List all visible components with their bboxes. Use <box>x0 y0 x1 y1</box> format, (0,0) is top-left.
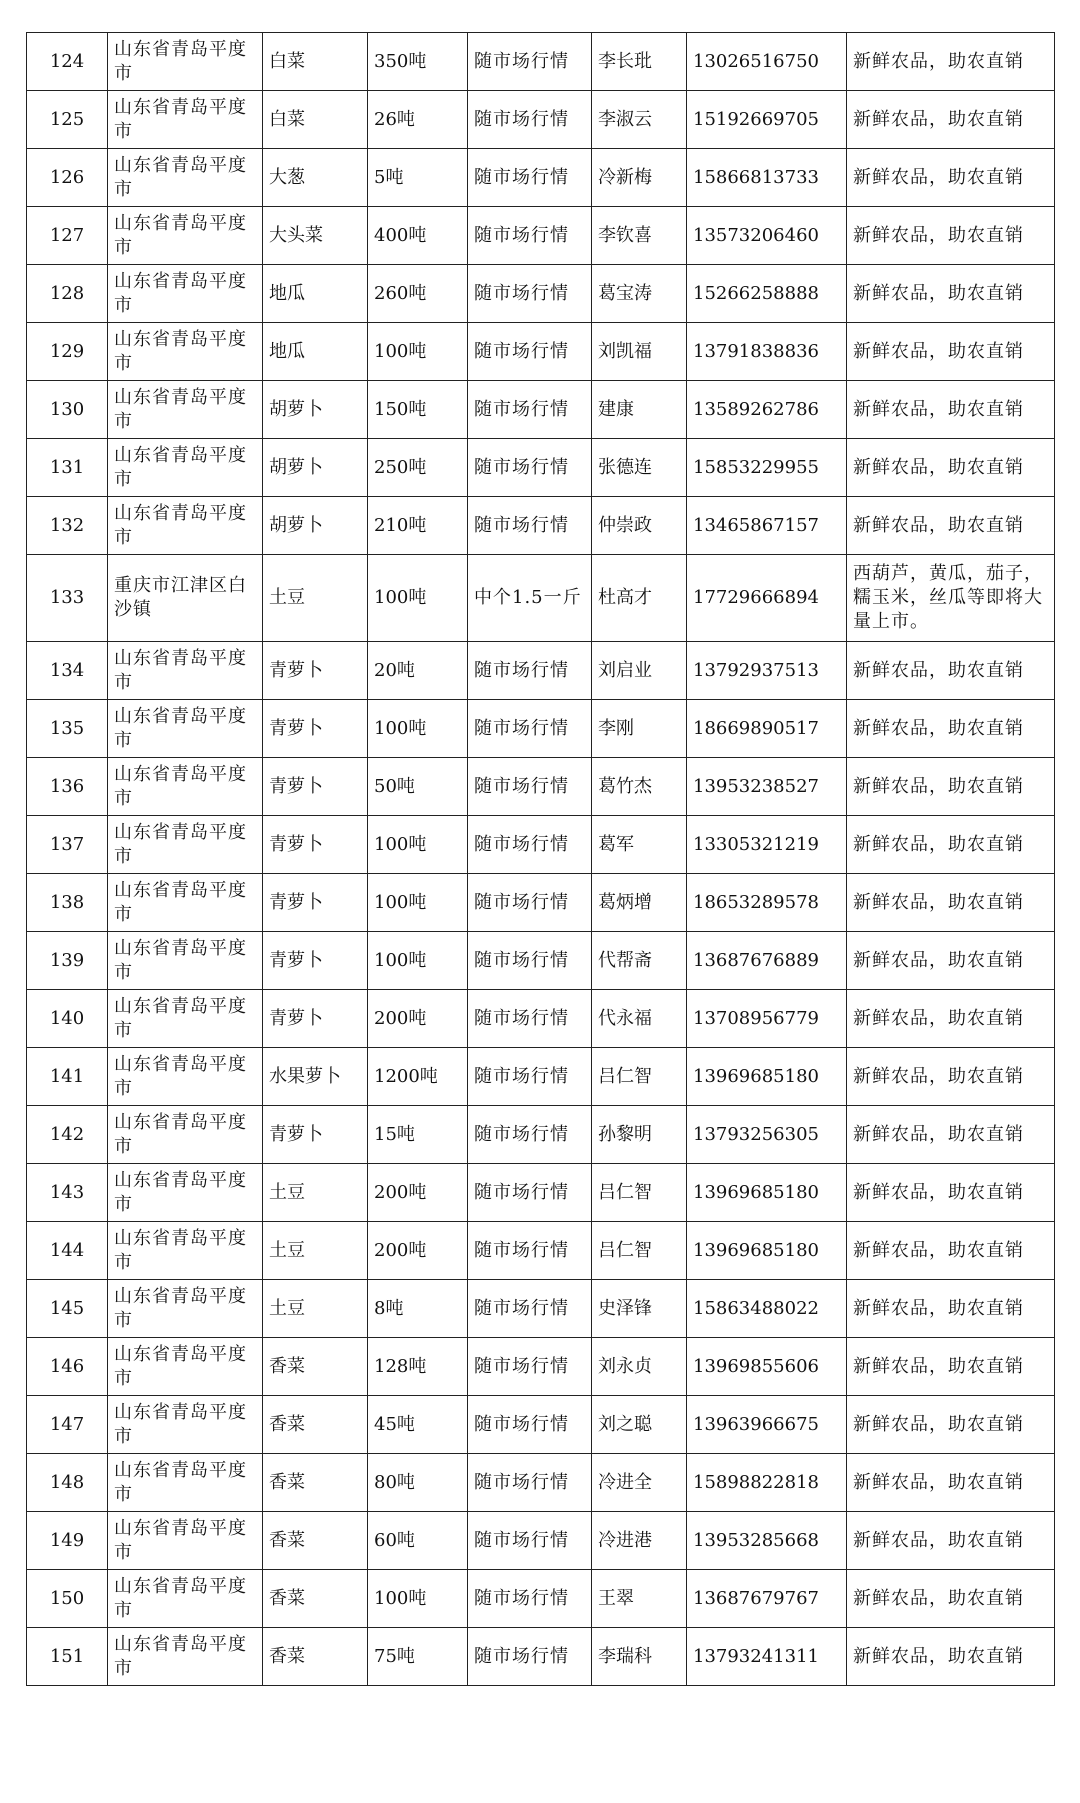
note-cell: 新鲜农品，助农直销 <box>847 381 1055 439</box>
price-cell: 随市场行情 <box>468 932 592 990</box>
location-cell: 山东省青岛平度市 <box>108 1280 263 1338</box>
produce-item-cell: 青萝卜 <box>263 816 368 874</box>
produce-item-cell: 土豆 <box>263 1222 368 1280</box>
note-cell: 新鲜农品，助农直销 <box>847 1106 1055 1164</box>
quantity-cell: 250吨 <box>368 439 468 497</box>
table-row <box>27 1338 1055 1396</box>
note-cell: 新鲜农品，助农直销 <box>847 1396 1055 1454</box>
row-number-cell: 128 <box>27 265 108 323</box>
location-cell: 山东省青岛平度市 <box>108 1106 263 1164</box>
produce-item-cell: 白菜 <box>263 91 368 149</box>
note-cell: 新鲜农品，助农直销 <box>847 642 1055 700</box>
price-cell: 随市场行情 <box>468 33 592 91</box>
location-cell: 山东省青岛平度市 <box>108 33 263 91</box>
note-cell: 新鲜农品，助农直销 <box>847 816 1055 874</box>
table-row <box>27 1164 1055 1222</box>
produce-item-cell: 青萝卜 <box>263 700 368 758</box>
note-cell: 新鲜农品，助农直销 <box>847 758 1055 816</box>
note-cell: 新鲜农品，助农直销 <box>847 1048 1055 1106</box>
contact-name-cell: 孙黎明 <box>592 1106 687 1164</box>
phone-number-cell: 13589262786 <box>687 381 847 439</box>
quantity-cell: 100吨 <box>368 323 468 381</box>
phone-number-cell: 13026516750 <box>687 33 847 91</box>
price-cell: 中个1.5一斤 <box>468 555 592 642</box>
table-row <box>27 555 1055 642</box>
price-cell: 随市场行情 <box>468 91 592 149</box>
note-cell: 新鲜农品，助农直销 <box>847 1338 1055 1396</box>
produce-item-cell: 白菜 <box>263 33 368 91</box>
location-cell: 山东省青岛平度市 <box>108 932 263 990</box>
price-cell: 随市场行情 <box>468 149 592 207</box>
table-row <box>27 1222 1055 1280</box>
price-cell: 随市场行情 <box>468 816 592 874</box>
phone-number-cell: 13687679767 <box>687 1570 847 1628</box>
phone-number-cell: 13969855606 <box>687 1338 847 1396</box>
table-row <box>27 642 1055 700</box>
produce-item-cell: 土豆 <box>263 1280 368 1338</box>
phone-number-cell: 13465867157 <box>687 497 847 555</box>
location-cell: 山东省青岛平度市 <box>108 642 263 700</box>
phone-number-cell: 17729666894 <box>687 555 847 642</box>
phone-number-cell: 15266258888 <box>687 265 847 323</box>
price-cell: 随市场行情 <box>468 874 592 932</box>
price-cell: 随市场行情 <box>468 642 592 700</box>
note-cell: 新鲜农品，助农直销 <box>847 1454 1055 1512</box>
table-row <box>27 1628 1055 1686</box>
quantity-cell: 100吨 <box>368 932 468 990</box>
contact-name-cell: 吕仁智 <box>592 1048 687 1106</box>
table-row <box>27 497 1055 555</box>
produce-item-cell: 胡萝卜 <box>263 381 368 439</box>
quantity-cell: 200吨 <box>368 1222 468 1280</box>
table-row <box>27 1454 1055 1512</box>
location-cell: 山东省青岛平度市 <box>108 207 263 265</box>
produce-item-cell: 香菜 <box>263 1396 368 1454</box>
contact-name-cell: 葛军 <box>592 816 687 874</box>
phone-number-cell: 15898822818 <box>687 1454 847 1512</box>
price-cell: 随市场行情 <box>468 381 592 439</box>
produce-item-cell: 青萝卜 <box>263 1106 368 1164</box>
table-row <box>27 874 1055 932</box>
location-cell: 山东省青岛平度市 <box>108 1570 263 1628</box>
phone-number-cell: 15866813733 <box>687 149 847 207</box>
produce-item-cell: 香菜 <box>263 1570 368 1628</box>
price-cell: 随市场行情 <box>468 1338 592 1396</box>
table-row <box>27 1512 1055 1570</box>
row-number-cell: 144 <box>27 1222 108 1280</box>
price-cell: 随市场行情 <box>468 323 592 381</box>
quantity-cell: 60吨 <box>368 1512 468 1570</box>
location-cell: 山东省青岛平度市 <box>108 1396 263 1454</box>
contact-name-cell: 仲崇政 <box>592 497 687 555</box>
row-number-cell: 125 <box>27 91 108 149</box>
location-cell: 山东省青岛平度市 <box>108 1454 263 1512</box>
row-number-cell: 147 <box>27 1396 108 1454</box>
note-cell: 新鲜农品，助农直销 <box>847 497 1055 555</box>
price-cell: 随市场行情 <box>468 1396 592 1454</box>
table-row <box>27 816 1055 874</box>
location-cell: 山东省青岛平度市 <box>108 758 263 816</box>
phone-number-cell: 15853229955 <box>687 439 847 497</box>
row-number-cell: 146 <box>27 1338 108 1396</box>
row-number-cell: 136 <box>27 758 108 816</box>
quantity-cell: 15吨 <box>368 1106 468 1164</box>
price-cell: 随市场行情 <box>468 207 592 265</box>
location-cell: 山东省青岛平度市 <box>108 700 263 758</box>
row-number-cell: 129 <box>27 323 108 381</box>
price-cell: 随市场行情 <box>468 265 592 323</box>
table-row <box>27 1570 1055 1628</box>
row-number-cell: 140 <box>27 990 108 1048</box>
note-cell: 新鲜农品，助农直销 <box>847 1512 1055 1570</box>
phone-number-cell: 13791838836 <box>687 323 847 381</box>
location-cell: 重庆市江津区白沙镇 <box>108 555 263 642</box>
produce-item-cell: 地瓜 <box>263 265 368 323</box>
row-number-cell: 126 <box>27 149 108 207</box>
table-row <box>27 932 1055 990</box>
note-cell: 新鲜农品，助农直销 <box>847 207 1055 265</box>
price-cell: 随市场行情 <box>468 1222 592 1280</box>
price-cell: 随市场行情 <box>468 497 592 555</box>
note-cell: 西葫芦，黄瓜，茄子，糯玉米，丝瓜等即将大量上市。 <box>847 555 1055 642</box>
location-cell: 山东省青岛平度市 <box>108 1164 263 1222</box>
phone-number-cell: 13792937513 <box>687 642 847 700</box>
phone-number-cell: 13963966675 <box>687 1396 847 1454</box>
table-row <box>27 1106 1055 1164</box>
table-row <box>27 1048 1055 1106</box>
note-cell: 新鲜农品，助农直销 <box>847 1222 1055 1280</box>
quantity-cell: 1200吨 <box>368 1048 468 1106</box>
phone-number-cell: 13953238527 <box>687 758 847 816</box>
quantity-cell: 210吨 <box>368 497 468 555</box>
note-cell: 新鲜农品，助农直销 <box>847 700 1055 758</box>
contact-name-cell: 李长玭 <box>592 33 687 91</box>
row-number-cell: 151 <box>27 1628 108 1686</box>
contact-name-cell: 冷新梅 <box>592 149 687 207</box>
location-cell: 山东省青岛平度市 <box>108 381 263 439</box>
contact-name-cell: 吕仁智 <box>592 1222 687 1280</box>
table-row <box>27 91 1055 149</box>
contact-name-cell: 吕仁智 <box>592 1164 687 1222</box>
contact-name-cell: 王翠 <box>592 1570 687 1628</box>
note-cell: 新鲜农品，助农直销 <box>847 439 1055 497</box>
row-number-cell: 132 <box>27 497 108 555</box>
contact-name-cell: 张德连 <box>592 439 687 497</box>
note-cell: 新鲜农品，助农直销 <box>847 265 1055 323</box>
contact-name-cell: 刘之聪 <box>592 1396 687 1454</box>
produce-item-cell: 香菜 <box>263 1338 368 1396</box>
phone-number-cell: 13969685180 <box>687 1164 847 1222</box>
contact-name-cell: 葛炳增 <box>592 874 687 932</box>
location-cell: 山东省青岛平度市 <box>108 323 263 381</box>
produce-item-cell: 青萝卜 <box>263 932 368 990</box>
contact-name-cell: 刘启业 <box>592 642 687 700</box>
quantity-cell: 100吨 <box>368 816 468 874</box>
price-cell: 随市场行情 <box>468 1106 592 1164</box>
quantity-cell: 150吨 <box>368 381 468 439</box>
phone-number-cell: 13708956779 <box>687 990 847 1048</box>
produce-item-cell: 土豆 <box>263 555 368 642</box>
produce-item-cell: 大葱 <box>263 149 368 207</box>
phone-number-cell: 13573206460 <box>687 207 847 265</box>
quantity-cell: 128吨 <box>368 1338 468 1396</box>
row-number-cell: 141 <box>27 1048 108 1106</box>
note-cell: 新鲜农品，助农直销 <box>847 149 1055 207</box>
produce-item-cell: 青萝卜 <box>263 642 368 700</box>
location-cell: 山东省青岛平度市 <box>108 874 263 932</box>
row-number-cell: 142 <box>27 1106 108 1164</box>
location-cell: 山东省青岛平度市 <box>108 816 263 874</box>
contact-name-cell: 葛宝涛 <box>592 265 687 323</box>
location-cell: 山东省青岛平度市 <box>108 1338 263 1396</box>
contact-name-cell: 李钦喜 <box>592 207 687 265</box>
row-number-cell: 127 <box>27 207 108 265</box>
quantity-cell: 45吨 <box>368 1396 468 1454</box>
quantity-cell: 50吨 <box>368 758 468 816</box>
note-cell: 新鲜农品，助农直销 <box>847 1570 1055 1628</box>
produce-item-cell: 胡萝卜 <box>263 497 368 555</box>
note-cell: 新鲜农品，助农直销 <box>847 1164 1055 1222</box>
row-number-cell: 149 <box>27 1512 108 1570</box>
produce-item-cell: 香菜 <box>263 1454 368 1512</box>
price-cell: 随市场行情 <box>468 1570 592 1628</box>
row-number-cell: 137 <box>27 816 108 874</box>
price-cell: 随市场行情 <box>468 990 592 1048</box>
location-cell: 山东省青岛平度市 <box>108 1222 263 1280</box>
contact-name-cell: 葛竹杰 <box>592 758 687 816</box>
phone-number-cell: 18653289578 <box>687 874 847 932</box>
row-number-cell: 143 <box>27 1164 108 1222</box>
note-cell: 新鲜农品，助农直销 <box>847 323 1055 381</box>
produce-item-cell: 青萝卜 <box>263 758 368 816</box>
produce-item-cell: 香菜 <box>263 1628 368 1686</box>
phone-number-cell: 13687676889 <box>687 932 847 990</box>
table-row <box>27 33 1055 91</box>
phone-number-cell: 18669890517 <box>687 700 847 758</box>
contact-name-cell: 代帮斋 <box>592 932 687 990</box>
price-cell: 随市场行情 <box>468 1280 592 1338</box>
table-row <box>27 1396 1055 1454</box>
quantity-cell: 20吨 <box>368 642 468 700</box>
produce-listing-table <box>26 32 1055 1686</box>
phone-number-cell: 13305321219 <box>687 816 847 874</box>
note-cell: 新鲜农品，助农直销 <box>847 33 1055 91</box>
quantity-cell: 100吨 <box>368 555 468 642</box>
table-row <box>27 990 1055 1048</box>
row-number-cell: 148 <box>27 1454 108 1512</box>
quantity-cell: 200吨 <box>368 990 468 1048</box>
contact-name-cell: 李瑞科 <box>592 1628 687 1686</box>
produce-item-cell: 胡萝卜 <box>263 439 368 497</box>
row-number-cell: 130 <box>27 381 108 439</box>
location-cell: 山东省青岛平度市 <box>108 497 263 555</box>
table-row <box>27 149 1055 207</box>
row-number-cell: 134 <box>27 642 108 700</box>
location-cell: 山东省青岛平度市 <box>108 91 263 149</box>
price-cell: 随市场行情 <box>468 1048 592 1106</box>
produce-item-cell: 青萝卜 <box>263 874 368 932</box>
quantity-cell: 350吨 <box>368 33 468 91</box>
location-cell: 山东省青岛平度市 <box>108 265 263 323</box>
quantity-cell: 100吨 <box>368 874 468 932</box>
note-cell: 新鲜农品，助农直销 <box>847 990 1055 1048</box>
quantity-cell: 100吨 <box>368 1570 468 1628</box>
location-cell: 山东省青岛平度市 <box>108 1048 263 1106</box>
row-number-cell: 150 <box>27 1570 108 1628</box>
table-body <box>27 33 1055 1686</box>
location-cell: 山东省青岛平度市 <box>108 149 263 207</box>
quantity-cell: 200吨 <box>368 1164 468 1222</box>
table-row <box>27 265 1055 323</box>
row-number-cell: 138 <box>27 874 108 932</box>
quantity-cell: 80吨 <box>368 1454 468 1512</box>
table-row <box>27 207 1055 265</box>
quantity-cell: 5吨 <box>368 149 468 207</box>
location-cell: 山东省青岛平度市 <box>108 1512 263 1570</box>
phone-number-cell: 13793256305 <box>687 1106 847 1164</box>
contact-name-cell: 刘永贞 <box>592 1338 687 1396</box>
table-row <box>27 700 1055 758</box>
contact-name-cell: 冷进港 <box>592 1512 687 1570</box>
produce-item-cell: 土豆 <box>263 1164 368 1222</box>
phone-number-cell: 15863488022 <box>687 1280 847 1338</box>
note-cell: 新鲜农品，助农直销 <box>847 874 1055 932</box>
produce-item-cell: 大头菜 <box>263 207 368 265</box>
row-number-cell: 145 <box>27 1280 108 1338</box>
produce-item-cell: 青萝卜 <box>263 990 368 1048</box>
price-cell: 随市场行情 <box>468 439 592 497</box>
row-number-cell: 139 <box>27 932 108 990</box>
price-cell: 随市场行情 <box>468 1164 592 1222</box>
note-cell: 新鲜农品，助农直销 <box>847 91 1055 149</box>
contact-name-cell: 杜高才 <box>592 555 687 642</box>
table-row <box>27 758 1055 816</box>
price-cell: 随市场行情 <box>468 1512 592 1570</box>
contact-name-cell: 建康 <box>592 381 687 439</box>
location-cell: 山东省青岛平度市 <box>108 439 263 497</box>
table-row <box>27 1280 1055 1338</box>
contact-name-cell: 李淑云 <box>592 91 687 149</box>
quantity-cell: 260吨 <box>368 265 468 323</box>
phone-number-cell: 13953285668 <box>687 1512 847 1570</box>
price-cell: 随市场行情 <box>468 1628 592 1686</box>
location-cell: 山东省青岛平度市 <box>108 1628 263 1686</box>
contact-name-cell: 李刚 <box>592 700 687 758</box>
price-cell: 随市场行情 <box>468 700 592 758</box>
quantity-cell: 75吨 <box>368 1628 468 1686</box>
contact-name-cell: 刘凯福 <box>592 323 687 381</box>
row-number-cell: 131 <box>27 439 108 497</box>
phone-number-cell: 13969685180 <box>687 1048 847 1106</box>
contact-name-cell: 代永福 <box>592 990 687 1048</box>
table-row <box>27 381 1055 439</box>
row-number-cell: 124 <box>27 33 108 91</box>
row-number-cell: 135 <box>27 700 108 758</box>
price-cell: 随市场行情 <box>468 1454 592 1512</box>
listing-sheet <box>26 32 1054 1686</box>
price-cell: 随市场行情 <box>468 758 592 816</box>
produce-item-cell: 地瓜 <box>263 323 368 381</box>
quantity-cell: 26吨 <box>368 91 468 149</box>
note-cell: 新鲜农品，助农直销 <box>847 1280 1055 1338</box>
quantity-cell: 100吨 <box>368 700 468 758</box>
table-row <box>27 439 1055 497</box>
produce-item-cell: 香菜 <box>263 1512 368 1570</box>
phone-number-cell: 15192669705 <box>687 91 847 149</box>
note-cell: 新鲜农品，助农直销 <box>847 932 1055 990</box>
row-number-cell: 133 <box>27 555 108 642</box>
phone-number-cell: 13793241311 <box>687 1628 847 1686</box>
location-cell: 山东省青岛平度市 <box>108 990 263 1048</box>
quantity-cell: 400吨 <box>368 207 468 265</box>
phone-number-cell: 13969685180 <box>687 1222 847 1280</box>
contact-name-cell: 冷进全 <box>592 1454 687 1512</box>
quantity-cell: 8吨 <box>368 1280 468 1338</box>
contact-name-cell: 史泽锋 <box>592 1280 687 1338</box>
note-cell: 新鲜农品，助农直销 <box>847 1628 1055 1686</box>
produce-item-cell: 水果萝卜 <box>263 1048 368 1106</box>
table-row <box>27 323 1055 381</box>
